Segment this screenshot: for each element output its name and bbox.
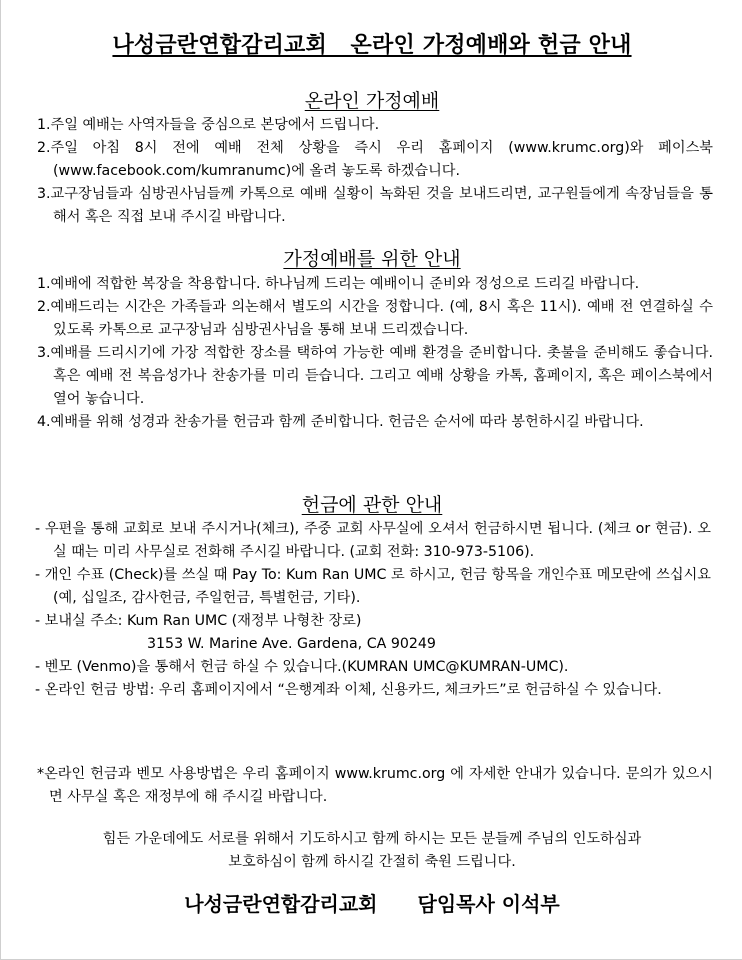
list-item: 4.예배를 위해 성경과 찬송가를 헌금과 함께 준비합니다. 헌금은 순서에 따라 봉헌하시길 바랍니다. (37, 414, 644, 430)
pastor-signature: 담임목사 이석부 (417, 892, 560, 916)
church-name: 나성금란연합감리교회 (184, 892, 378, 916)
list-item: - 온라인 헌금 방법: 우리 홈페이지에서 “은행계좌 이체, 신용카드, 체크카드”로 헌금하실 수 있습니다. (35, 682, 662, 698)
list-item: - 보내실 주소: Kum Ran UMC (재정부 나형찬 장로) (35, 613, 362, 629)
offering-guide-list (35, 518, 711, 702)
signature-footer (1, 888, 742, 917)
page-title: 나성금란연합감리교회 온라인 가정예배와 헌금 안내 (112, 33, 632, 58)
list-item: - 우편을 통해 교회로 보내 주시거나(체크), 주중 교회 사무실에 오셔서 헌금하시면 됩니다. (체크 or 현금). 오실 때는 미리 사무실로 전화해 주시길 바랍니다. (교회 전화: 310-973-5106). (35, 521, 711, 560)
list-item: 1.주일 예배는 사역자들을 중심으로 본당에서 드립니다. (37, 117, 380, 133)
list-item: - 개인 수표 (Check)를 쓰실 때 Pay To: Kum Ran UMC 로 하시고, 헌금 항목을 개인수표 메모란에 쓰십시요 (예, 십일조, 감사헌금, 주일헌금, 특별헌금, 기타). (35, 567, 711, 606)
home-worship-guide-list (37, 273, 713, 434)
list-item: 3.교구장님들과 심방권사님들께 카톡으로 예배 실황이 녹화된 것을 보내드리면, 교구원들에게 속장님들을 통해서 혹은 직접 보내 주시길 바랍니다. (37, 186, 713, 225)
section-heading-home-worship-guide: 가정예배를 위한 안내 (283, 248, 461, 270)
online-worship-list (37, 114, 713, 229)
closing-blessing-line-1: 힘든 가운데에도 서로를 위해서 기도하시고 함께 하시는 모든 분들께 주님의 인도하심과 (102, 831, 642, 847)
list-item: 3.예배를 드리시기에 가장 적합한 장소를 택하여 가능한 예배 환경을 준비합니다. 촛불을 준비해도 좋습니다. 혹은 예배 전 복음성가나 찬송가를 미리 듣습니다. 그리고 예배 상황을 카톡, 홈페이지, 혹은 페이스북에서 열어 놓습니다. (37, 345, 713, 407)
mailing-address: 3153 W. Marine Ave. Gardena, CA 90249 (147, 636, 436, 652)
list-item: 2.예배드리는 시간은 가족들과 의논해서 별도의 시간을 정합니다. (예, 8시 혹은 11시). 예배 전 연결하실 수 있도록 카톡으로 교구장님과 심방권사님을 통해 보내 드리겠습니다. (37, 299, 713, 338)
section-heading-online-worship: 온라인 가정예배 (304, 90, 440, 112)
section-heading-offering-guide: 헌금에 관한 안내 (301, 494, 443, 516)
list-item: - 벤모 (Venmo)을 통해서 헌금 하실 수 있습니다.(KUMRAN UMC@KUMRAN-UMC). (35, 659, 569, 675)
closing-blessing-line-2: 보호하심이 함께 하시길 간절히 축원 드립니다. (228, 854, 516, 870)
online-offering-note: *온라인 헌금과 벤모 사용방법은 우리 홈페이지 www.krumc.org 에 자세한 안내가 있습니다. 문의가 있으시면 사무실 혹은 재정부에 해 주시길 바랍니다. (37, 766, 713, 805)
list-item: 2.주일 아침 8시 전에 예배 전체 상황을 즉시 우리 홈페이지 (www.krumc.org)와 페이스북(www.facebook.com/kumranumc)에 올려 놓도록 하겠습니다. (37, 140, 713, 179)
list-item: 1.예배에 적합한 복장을 착용합니다. 하나님께 드리는 예배이니 준비와 정성으로 드리길 바랍니다. (37, 276, 640, 292)
